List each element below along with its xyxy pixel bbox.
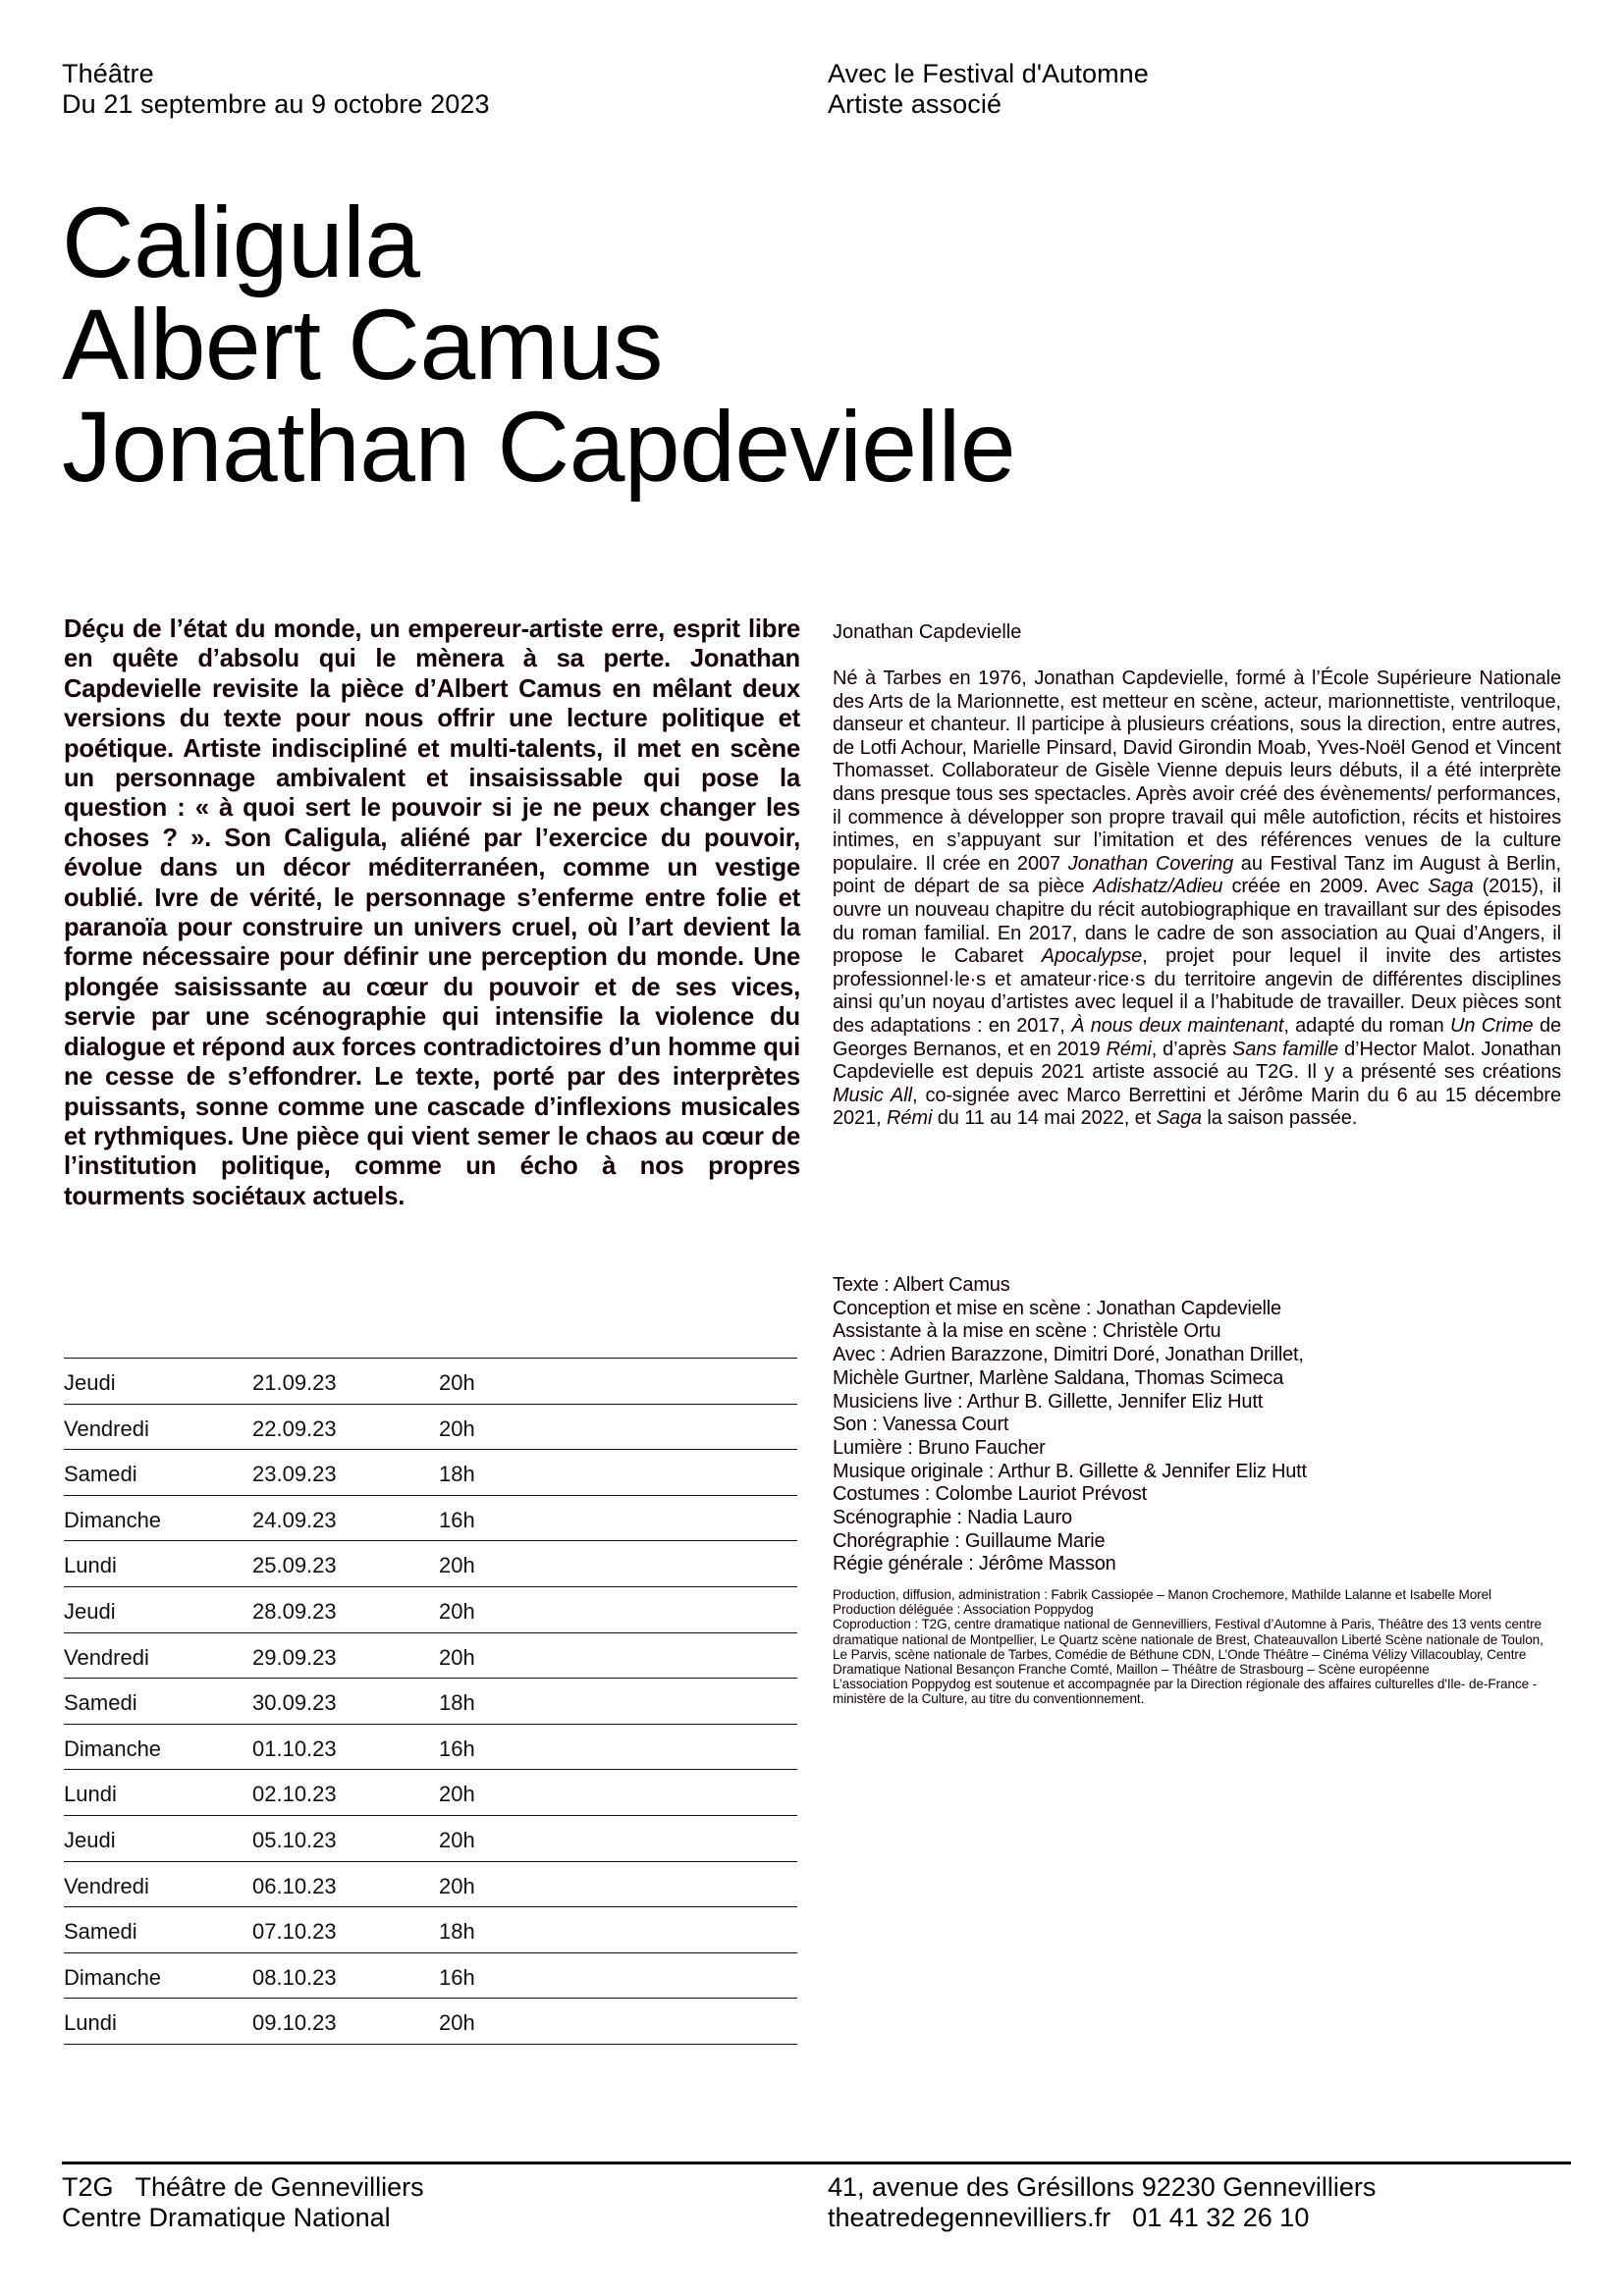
genre-label: Théâtre [62, 59, 154, 88]
schedule-date: 09.10.23 [252, 2010, 337, 2036]
credit-line: Avec : Adrien Barazzone, Dimitri Doré, Jonathan Drillet, [833, 1344, 1304, 1366]
header-right [828, 59, 1149, 120]
schedule-row [64, 1586, 797, 1632]
credit-line: Michèle Gurtner, Marlène Saldana, Thomas Scimeca [833, 1366, 1284, 1389]
schedule-day: Dimanche [64, 1735, 162, 1761]
bio-work-title: Jonathan Covering [1067, 852, 1234, 875]
header-left [62, 59, 490, 120]
schedule-day: Jeudi [64, 1598, 116, 1624]
credit-line: Assistante à la mise en scène : Christèle Ortu [833, 1320, 1221, 1343]
bio-text-segment: la saison passée. [1201, 1107, 1358, 1130]
bio-text-segment: , co-signée avec Marco Berrettini et Jérôme Marin du 6 au 15 décembre 2021, [833, 1084, 1561, 1130]
artist-bio [833, 620, 1561, 1131]
footer-divider [62, 2162, 1571, 2164]
credit-line: Régie générale : Jérôme Masson [833, 1553, 1116, 1575]
schedule-date: 01.10.23 [252, 1735, 337, 1761]
schedule-day: Vendredi [64, 1644, 149, 1670]
credit-line: Musiciens live : Arthur B. Gillette, Jennifer Eliz Hutt [833, 1390, 1264, 1413]
schedule-date: 08.10.23 [252, 1964, 337, 1990]
schedule-date: 06.10.23 [252, 1873, 337, 1898]
schedule-date: 02.10.23 [252, 1782, 337, 1807]
schedule-day: Jeudi [64, 1827, 116, 1852]
production-note: L’association Poppydog est soutenue et accompagnée par la Direction régionale des affaires culturelles d'Ile- de-France - ministère de la Culture, au titre du conventionnement. [833, 1677, 1538, 1707]
bio-text-segment: du 11 au 14 mai 2022, et [932, 1107, 1157, 1130]
footer-address: 41, avenue des Grésillons 92230 Gennevilliers [828, 2172, 1377, 2202]
title-director: Jonathan Capdevielle [62, 391, 1016, 503]
festival-label: Avec le Festival d'Automne [828, 59, 1149, 88]
schedule-time: 20h [439, 1782, 475, 1807]
bio-name: Jonathan Capdevielle [833, 621, 1022, 643]
intro-paragraph: Déçu de l’état du monde, un empereur-artiste erre, esprit libre en quête d’absolu qui le mènera à sa perte. Jonathan Capdevielle revisite la pièce d’Albert Camus en mêlant deux versions du texte pour nous offrir une lecture politique et poétique. Artiste indiscipliné et multi-talents, il met en scène un personnage ambivalent et insaisissable qui pose la question : « à quoi sert le pouvoir si je ne peux changer les choses ? ». Son Caligula, aliéné par l’exercice du pouvoir, évolue dans un décor méditerranéen, comme un vestige oublié. Ivre de vérité, le personnage s’enferme entre folie et paranoïa pour construire un univers cruel, où l’art devient la forme nécessaire pour définir une perception du monde. Une plongée saisissante au cœur du pouvoir et de ses vices, servie par une scénographie qui intensifie la violence du dialogue et répond aux forces contradictoires d’un homme qui ne cesse de s’effondrer. Le texte, porté par des interprètes puissants, sonne comme une cascade d’inflexions musicales et rythmiques. Une pièce qui vient semer le chaos au cœur de l’institution politique, comme un écho à nos propres tourments sociétaux actuels. [64, 615, 800, 1210]
title-author: Albert Camus [62, 289, 663, 400]
bio-text-segment: , d’après [1151, 1038, 1232, 1060]
schedule-day: Samedi [64, 1690, 137, 1716]
schedule-time: 20h [439, 1644, 475, 1670]
bio-text [833, 667, 1561, 1131]
credit-line: Conception et mise en scène : Jonathan Capdevielle [833, 1297, 1281, 1319]
schedule-time: 16h [439, 1964, 475, 1990]
schedule-day: Dimanche [64, 1964, 162, 1990]
schedule-time: 16h [439, 1507, 475, 1532]
credit-line: Musique originale : Arthur B. Gillette & Jennifer Eliz Hutt [833, 1460, 1307, 1482]
schedule-row [64, 1952, 797, 1999]
schedule-day: Jeudi [64, 1370, 116, 1395]
bio-text-segment: au Festival Tanz im August à Berlin, point de départ de sa pièce [833, 852, 1562, 898]
schedule-row [64, 1906, 797, 1952]
footer-website[interactable]: theatredegennevilliers.fr [828, 2203, 1111, 2232]
schedule-time: 20h [439, 1827, 475, 1852]
schedule-row [64, 1678, 797, 1724]
schedule-day: Lundi [64, 1553, 117, 1578]
bio-work-title: À nous deux maintenant [1071, 1014, 1284, 1037]
schedule-time: 20h [439, 2010, 475, 2036]
schedule-row [64, 1540, 797, 1586]
bio-text-segment: (2015), il ouvre un nouveau chapitre du récit autobiographique en travaillant sur des épisodes du roman familial. En 2017, dans le cadre de son association au Quai d’Angers, il propose le Cabaret [833, 876, 1561, 968]
title-play: Caligula [62, 187, 420, 298]
production-notes [833, 1587, 1561, 1707]
bio-work-title: Un Crime [1450, 1014, 1534, 1037]
bio-work-title: Sans famille [1231, 1038, 1339, 1060]
schedule-date: 28.09.23 [252, 1598, 337, 1624]
schedule-date: 30.09.23 [252, 1690, 337, 1716]
schedule-time: 18h [439, 1690, 475, 1716]
footer-right [828, 2172, 1376, 2233]
schedule-time: 20h [439, 1370, 475, 1395]
schedule-day: Lundi [64, 2010, 117, 2036]
bio-text-segment: Né à Tarbes en 1976, Jonathan Capdevielle, formé à l’École Supérieure Nationale des Arts de la Marionnette, est metteur en scène, acteur, marionnettiste, ventriloque, danseur et chanteur. Il participe à plusieurs créations, sous la direction, entre autres, de Lotfi Achour, Marielle Pinsard, David Girondin Moab, Yves-Noël Genod et Vincent Thomasset. Collaborateur de Gisèle Vienne depuis leurs débuts, il a été interprète dans presque tous ses spectacles. Après avoir créé des évènements/ performances, il commence à développer son propre travail qui mêle autofiction, récits et histoires intimes, en s’appuyant sur l’imitation et des références venues de la culture populaire. Il crée en 2007 [833, 667, 1561, 875]
schedule-date: 29.09.23 [252, 1644, 337, 1670]
schedule-date: 25.09.23 [252, 1553, 337, 1578]
bio-work-title: Saga [1156, 1107, 1202, 1130]
schedule-date: 21.09.23 [252, 1370, 337, 1395]
bio-text-segment: de Georges Bernanos, et en 2019 [833, 1014, 1561, 1060]
credit-line: Lumière : Bruno Faucher [833, 1436, 1046, 1459]
credit-line: Texte : Albert Camus [833, 1274, 1010, 1296]
schedule-time: 20h [439, 1553, 475, 1578]
footer-subtitle: Centre Dramatique National [62, 2203, 391, 2232]
schedule-row [64, 1815, 797, 1861]
schedule-day: Vendredi [64, 1415, 149, 1441]
bio-work-title: Adishatz/Adieu [1093, 876, 1223, 898]
date-range: Du 21 septembre au 9 octobre 2023 [62, 89, 490, 119]
footer-phone[interactable]: 01 41 32 26 10 [1132, 2203, 1310, 2232]
footer-abbr: T2G [62, 2172, 114, 2202]
footer-left [62, 2172, 424, 2233]
schedule-time: 18h [439, 1919, 475, 1945]
production-note: Production, diffusion, administration : Fabrik Cassiopée – Manon Crochemore, Mathilde Lalanne et Isabelle Morel [833, 1587, 1491, 1602]
bio-work-title: Rémi [1106, 1038, 1152, 1060]
schedule-time: 18h [439, 1462, 475, 1487]
bio-work-title: Music All [833, 1084, 912, 1106]
schedule-date: 23.09.23 [252, 1462, 337, 1487]
schedule-day: Lundi [64, 1782, 117, 1807]
schedule-row [64, 1998, 797, 2045]
schedule-row [64, 1449, 797, 1495]
schedule-row [64, 1358, 797, 1404]
credit-line: Scénographie : Nadia Lauro [833, 1507, 1072, 1529]
schedule-day: Dimanche [64, 1507, 162, 1532]
bio-work-title: Apocalypse [1041, 945, 1143, 968]
schedule-time: 16h [439, 1735, 475, 1761]
footer-theatre-name: Théâtre de Gennevilliers [135, 2172, 424, 2202]
bio-text-segment: , adapté du roman [1283, 1014, 1451, 1037]
schedule-row [64, 1495, 797, 1541]
schedule-date: 24.09.23 [252, 1507, 337, 1532]
credits-list [833, 1274, 1561, 1576]
schedule-row [64, 1861, 797, 1907]
schedule-date: 07.10.23 [252, 1919, 337, 1945]
production-note: Coproduction : T2G, centre dramatique national de Gennevilliers, Festival d’Automne à Paris, Théâtre des 13 vents centre dramatique national de Montpellier, Le Quartz scène nationale de Brest, Chateauvallon Liberté Scène nationale de Toulon, Le Parvis, scène nationale de Tarbes, Comédie de Béthune CDN, L’Onde Théâtre – Cinéma Vélizy Villacoublay, Centre Dramatique National Besançon Franche Comté, Maillon – Théâtre de Strasbourg – Scène européenne [833, 1617, 1543, 1678]
page-title [62, 187, 1016, 503]
schedule-date: 22.09.23 [252, 1415, 337, 1441]
bio-text-segment: , projet pour lequel il invite des artistes professionnel·le·s et amateur·rice·s du territoire angevin de différentes disciplines ainsi qu’un noyau d’artistes avec lequel il a l’habitude de travailler. Deux pièces sont des adaptations : en 2017, [833, 945, 1561, 1037]
production-note: Production déléguée : Association Poppydog [833, 1602, 1094, 1618]
schedule-row [64, 1632, 797, 1679]
schedule-row [64, 1769, 797, 1815]
credit-line: Costumes : Colombe Lauriot Prévost [833, 1483, 1148, 1506]
schedule-day: Vendredi [64, 1873, 149, 1898]
schedule-time: 20h [439, 1415, 475, 1441]
schedule-row [64, 1724, 797, 1770]
schedule-time: 20h [439, 1873, 475, 1898]
schedule-day: Samedi [64, 1919, 137, 1945]
schedule-time: 20h [439, 1598, 475, 1624]
bio-work-title: Saga [1428, 876, 1474, 898]
credit-line: Son : Vanessa Court [833, 1414, 1009, 1436]
schedule-row [64, 1404, 797, 1450]
schedule-date: 05.10.23 [252, 1827, 337, 1852]
schedule-table [64, 1358, 797, 2045]
credit-line: Chorégraphie : Guillaume Marie [833, 1529, 1106, 1552]
artist-status: Artiste associé [828, 89, 1002, 119]
schedule-day: Samedi [64, 1462, 137, 1487]
bio-text-segment: d’Hector Malot. Jonathan Capdevielle est depuis 2021 artiste associé au T2G. Il y a présenté ses créations [833, 1038, 1561, 1084]
bio-text-segment: créée en 2009. Avec [1222, 876, 1429, 898]
bio-work-title: Rémi [887, 1107, 933, 1130]
